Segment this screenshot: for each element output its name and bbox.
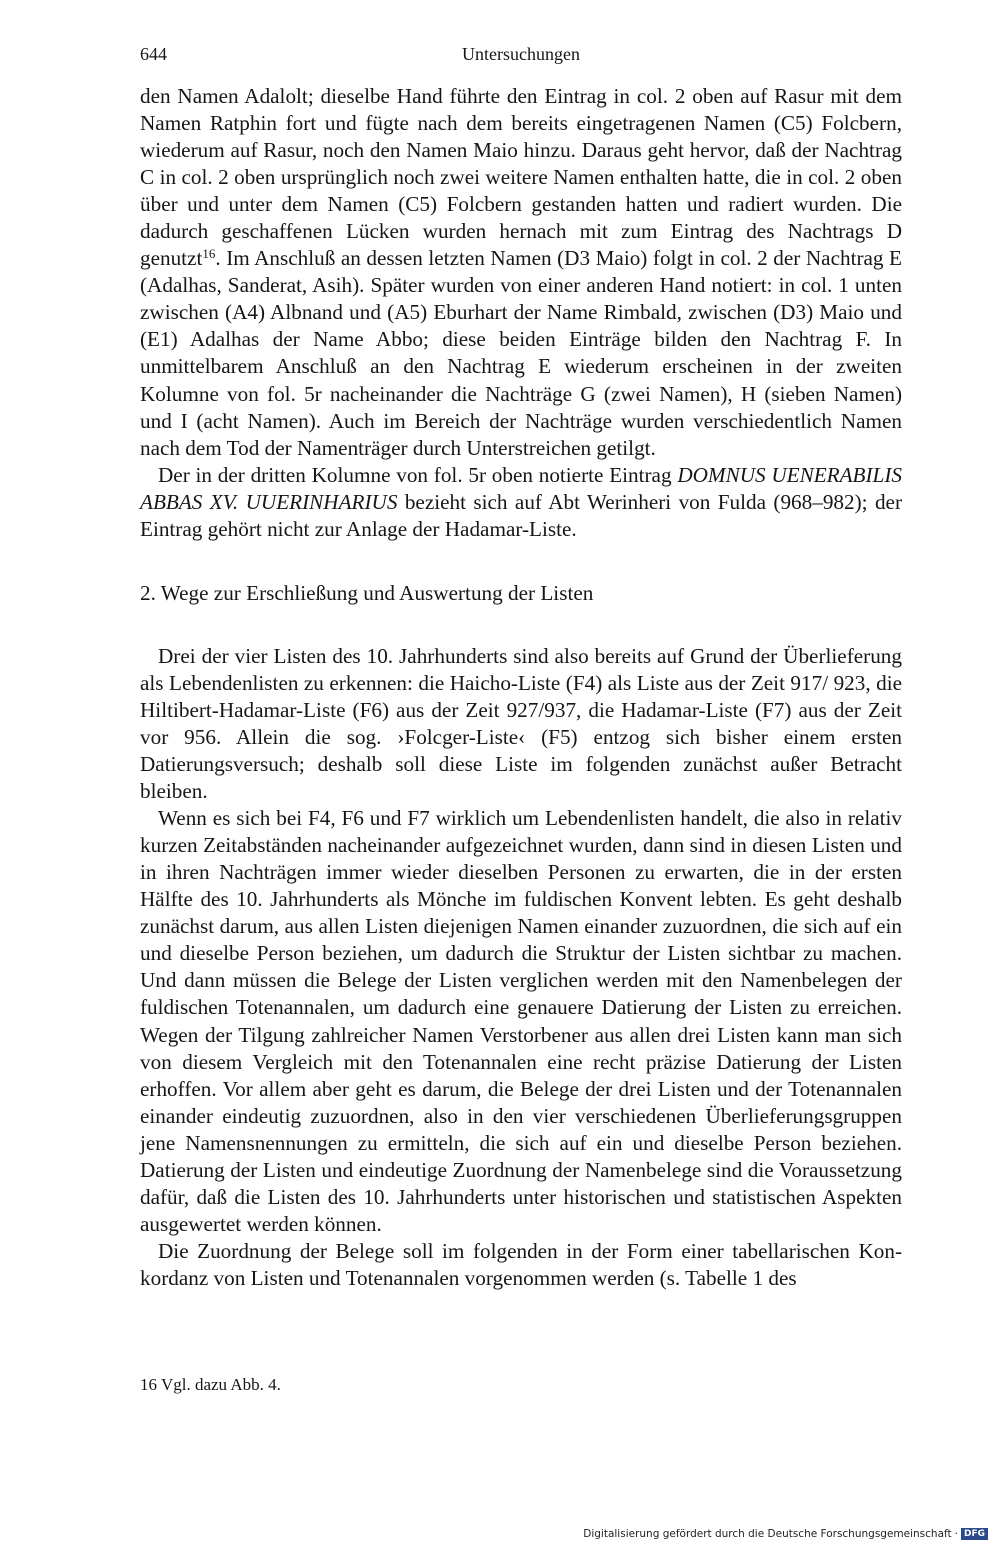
paragraph-3: Drei der vier Listen des 10. Jahrhunderts sind also bereits auf Grund der Überlieferung als Lebendenlisten zu erkennen: die Haicho-Liste (F4) als Liste aus der Zeit 917/ 923, die Hiltibert-Hadamar-Liste (F6) aus der Zeit 927/937, die Hadamar-Liste (F7) aus der Zeit vor 956. Allein die sog. ›Folcger-Liste‹ (F5) entzog sich bisher einem ersten Datierungsversuch; deshalb soll diese Liste im folgenden zunächst außer Betracht bleiben. [140,643,902,804]
credit-separator: · [954,1528,958,1540]
paragraph-1-text: den Namen Adalolt; dieselbe Hand führte den Eintrag in col. 2 oben auf Rasur mit dem Namen Ratphin fort und fügte nach dem bereits eingetragenen Namen (C5) Folcbern, wiederum auf Rasur, noch den Namen Maio hinzu. Daraus geht hervor, daß der Nachtrag C in col. 2 oben ursprünglich noch zwei weitere Namen enthalten hatte, die in col. 2 oben über und unter dem Namen (C5) Folcbern gestanden hatten und radiert wurden. Die dadurch geschaffenen Lücken wurden hernach mit zum Eintrag des Nachtrags D genutzt [140,84,902,271]
footnote-16: 16 Vgl. dazu Abb. 4. [140,1375,281,1394]
paragraph-5: Die Zuordnung der Belege soll im folgenden in der Form einer tabellarischen Konkordanz von Listen und Totenannalen vorgenommen werden (s. Tabelle 1 des [140,1238,902,1290]
paragraph-2-text-b: bezieht sich auf Abt Werinheri von Fulda (968–982); der Eintrag gehört nicht zur Anlage der Hadamar-Liste. [140,489,903,541]
digitization-credit [583,1528,988,1540]
page-header [140,44,902,74]
running-head: Untersuchungen [462,44,580,64]
page-number: 644 [140,44,167,64]
paragraph-1-continued: . Im Anschluß an dessen letzten Namen (D3 Maio) folgt in col. 2 der Nachtrag E (Adalhas, Sanderat, Asih). Später wurden von einer anderen Hand notiert: in col. 1 unten zwischen (A4) Albnand und (A5) Eburhart der Name Rimbald, zwischen (D3) Maio und (E1) Adalhas der Name Abbo; diese beiden Einträge bilden den Nachtrag F. In unmittelbarem Anschluß an den Nachtrag E wiederum erscheinen in der zweiten Kolumne von fol. 5r nacheinander die Nachträge G (zwei Namen), H (sieben Namen) und I (acht Namen). Auch im Bereich der Nachträge wurden verschiedentlich Namen nach dem Tod der Namenträger durch Unterstreichen getilgt. [140,246,902,460]
paragraph-2-text-a: Der in der dritten Kolumne von fol. 5r oben notierte Eintrag [158,462,678,487]
paragraph-1 [140,83,902,462]
paragraph-2 [140,462,902,543]
paragraph-2-italic: DOMNUS UENERABILIS ABBAS XV. UUERINHARIUS [140,462,902,514]
footnote-ref-16[interactable]: 16 [202,246,216,262]
body-text [140,83,902,1292]
paragraph-4: Wenn es sich bei F4, F6 und F7 wirklich um Lebendenlisten handelt, die also in relativ kurzen Zeitabständen nacheinander aufgezeichnet wurden, dann sind in diesen Listen und in ihren Nachträgen immer wieder dieselben Personen zu erwarten, die in der ersten Hälfte des 10. Jahrhunderts als Mönche im fuldischen Konvent lebten. Es geht deshalb zunächst darum, aus allen Listen diejenigen Namen einander zuzuordnen, die sich auf ein und dieselbe Person beziehen, um dadurch die Struktur der Listen sichtbar zu machen. Und dann müssen die Belege der Listen verglichen werden mit den Namenbelegen der fuldischen Totenannalen, um dadurch eine genauere Datierung der Listen zu erreichen. Wegen der Tilgung zahlreicher Namen Verstorbener aus allen drei Listen kann man sich von diesem Vergleich mit den Totenannalen eine recht präzise Datierung der Listen erhoffen. Vor allem aber geht es darum, die Belege der drei Listen und der Totenannalen einander eindeutig zuzuordnen, also in den vier verschiedenen Überlieferungsgruppen jene Namensnennungen zu ermitteln, die sich auf ein und dieselbe Person beziehen. Datierung der Listen und eindeutige Zuordnung der Namenbelege sind die Voraussetzung dafür, daß die Listen des 10. Jahrhunderts unter historischen und statistischen Aspekten ausgewertet werden können. [140,806,902,1236]
dfg-logo-icon[interactable]: DFG [961,1528,988,1540]
credit-text: Digitalisierung gefördert durch die Deutsche Forschungsgemeinschaft [583,1528,952,1540]
section-heading: 2. Wege zur Erschließung und Auswertung der Listen [140,580,594,605]
